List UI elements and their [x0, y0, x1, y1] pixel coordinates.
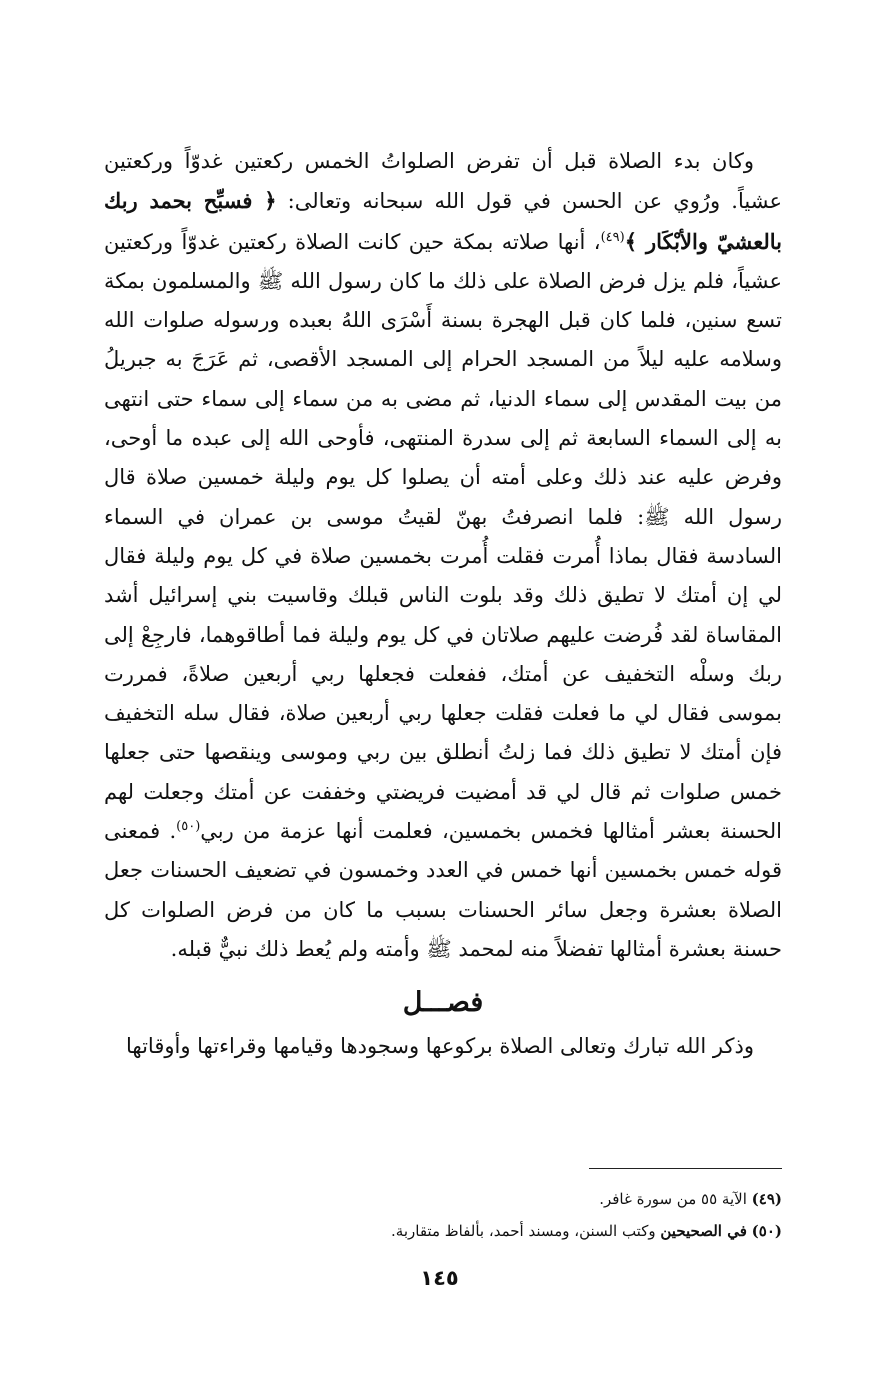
footnote-ref-50: (٥٠)	[176, 819, 201, 835]
footnote-50	[104, 1215, 782, 1247]
footnote-49	[104, 1183, 782, 1215]
paragraph-segment-1: وكان بدء الصلاة قبل أن تفرض الصلواتُ الخمس ركعتين غدوّاً وركعتين عشياً. ورُوي عن الحسن في قول الله سبحانه وتعالى:	[104, 149, 782, 214]
paragraph-segment-2: ، أنها صلاته بمكة حين كانت الصلاة ركعتين غدوّاً وركعتين عشياً، فلم يزل فرض الصلاة على ذلك ما كان رسول الله ﷺ والمسلمون بمكة تسع سنين، فلما كان قبل الهجرة بسنة أَسْرَى اللهُ بعبده ورسوله صلوات الله وسلامه عليه ليلاً من المسجد الحرام إلى المسجد الأقصى، ثم عَرَجَ به جبريلُ من بيت المقدس إلى سماء الدنيا، ثم مضى به من سماء إلى سماء حتى انتهى به إلى السماء السابعة ثم إلى سدرة المنتهى، فأوحى الله إلى عبده ما أوحى، وفرض عليه عند ذلك وعلى أمته أن يصلوا كل يوم وليلة خمسين صلاة قال رسول الله ﷺ: فلما انصرفتُ بهنّ لقيتُ موسى بن عمران في السماء السادسة فقال بماذا أُمرت فقلت أُمرت بخمسين صلاة في كل يوم وليلة فقال لي إن أمتك لا تطيق ذلك وقد بلوت الناس قبلك وقاسيت بني إسرائيل أشد المقاساة لقد فُرضت عليهم صلاتان في كل يوم وليلة فما أطاقوهما، فارجِعْ إلى ربك وسلْه التخفيف عن أمتك، ففعلت فجعلها ربي أربعين صلاةً، فمررت بموسى فقال لي ما فعلت فقلت جعلها ربي أربعين صلاة، فقال سله التخفيف فإن أمتك لا تطيق ذلك فما زلتُ أنطلق بين ربي وموسى وينقصها حتى جعلها خمس صلوات ثم قال لي قد أمضيت فريضتي وخففت عن أمتك وجعلت لهم الحسنة بعشر أمثالها فخمس بخمسين، فعلمت أنها عزمة من ربي	[104, 229, 782, 844]
section-lead-paragraph: وذكر الله تبارك وتعالى الصلاة بركوعها وسجودها وقيامها وقراءتها وأوقاتها	[126, 1034, 754, 1059]
footnotes	[104, 1183, 782, 1247]
footnote-divider	[589, 1168, 782, 1169]
footnote-text: الآية ٥٥ من سورة غافر.	[599, 1190, 747, 1208]
footnote-number: (٤٩)	[751, 1190, 782, 1208]
footnote-number: (٥٠)	[751, 1222, 782, 1240]
footnote-text: وكتب السنن، ومسند أحمد، بألفاظ متقاربة.	[391, 1222, 656, 1240]
footnote-source: في الصحيحين	[660, 1222, 747, 1240]
main-paragraph	[104, 142, 782, 969]
section-heading	[104, 979, 782, 1027]
section-heading-text: فصـــل	[402, 987, 484, 1019]
page-number: ١٤٥	[420, 1266, 459, 1290]
paragraph-segment-3: . فمعنى قوله خمس بخمسين أنها خمس في العدد وخمسون في تضعيف الحسنات جعل الصلاة بعشرة وجعل سائر الحسنات بسبب ما كان من فرض الصلوات كل حسنة بعشرة أمثالها تفضلاً منه لمحمد ﷺ وأمته ولم يُعط ذلك نبيٌّ قبله.	[104, 819, 782, 961]
quran-quote: ﴿ فسبِّح بحمد ربك بالعشيّ والأبْكَار ﴾	[104, 188, 783, 254]
footnote-ref-49: (٤٩)	[600, 229, 625, 245]
main-text-block	[104, 142, 782, 1066]
